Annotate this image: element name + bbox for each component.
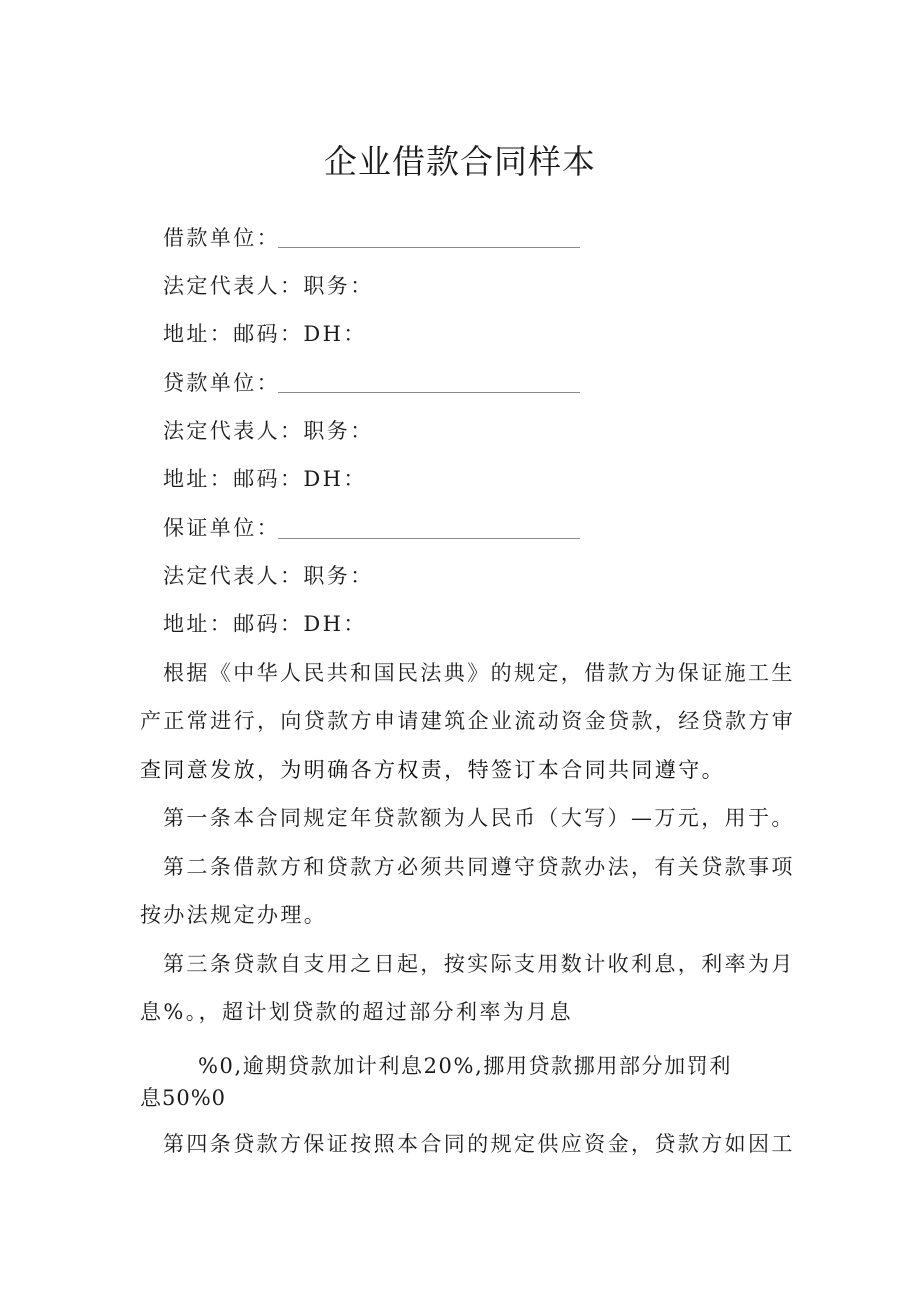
- article-2-line-1: 第二条借款方和贷款方必须共同遵守贷款办法，有关贷款事项: [163, 855, 795, 879]
- borrower-representative: 法定代表人：职务：: [163, 274, 374, 298]
- borrower-address: 地址：邮码：DH：: [163, 322, 367, 346]
- article-3-line-2: 息%。，超计划贷款的超过部分利率为月息: [140, 1000, 574, 1024]
- preamble-line-1: 根据《中华人民共和国民法典》的规定，借款方为保证施工生: [163, 661, 795, 685]
- lender-representative: 法定代表人：职务：: [163, 419, 374, 443]
- guarantor-label: 保证单位：: [163, 516, 280, 540]
- article-2-line-2: 按办法规定办理。: [140, 903, 328, 927]
- preamble-line-2: 产正常进行，向贷款方申请建筑企业流动资金贷款，经贷款方审: [140, 709, 796, 733]
- lender-address: 地址：邮码：DH：: [163, 467, 367, 491]
- article-3-line-3: %0,逾期贷款加计利息20%,挪用贷款挪用部分加罚利: [198, 1054, 732, 1078]
- article-4-line-1: 第四条贷款方保证按照本合同的规定供应资金，贷款方如因工: [163, 1132, 795, 1156]
- article-3-line-4: 息50%0: [140, 1086, 227, 1110]
- article-3-line-1: 第三条贷款自支用之日起，按实际支用数计收利息，利率为月: [163, 952, 795, 976]
- preamble-line-3: 查同意发放，为明确各方权责，特签订本合同共同遵守。: [140, 758, 725, 782]
- borrower-fill-line: [278, 247, 580, 248]
- borrower-label: 借款单位：: [163, 226, 280, 250]
- guarantor-fill-line: [278, 538, 580, 539]
- lender-fill-line: [278, 392, 580, 393]
- guarantor-address: 地址：邮码：DH：: [163, 612, 367, 636]
- lender-label: 贷款单位：: [163, 371, 280, 395]
- document-title: 企业借款合同样本: [324, 142, 596, 181]
- guarantor-representative: 法定代表人：职务：: [163, 564, 374, 588]
- article-1: 第一条本合同规定年贷款额为人民币（大写）—万元，用于。: [163, 806, 795, 830]
